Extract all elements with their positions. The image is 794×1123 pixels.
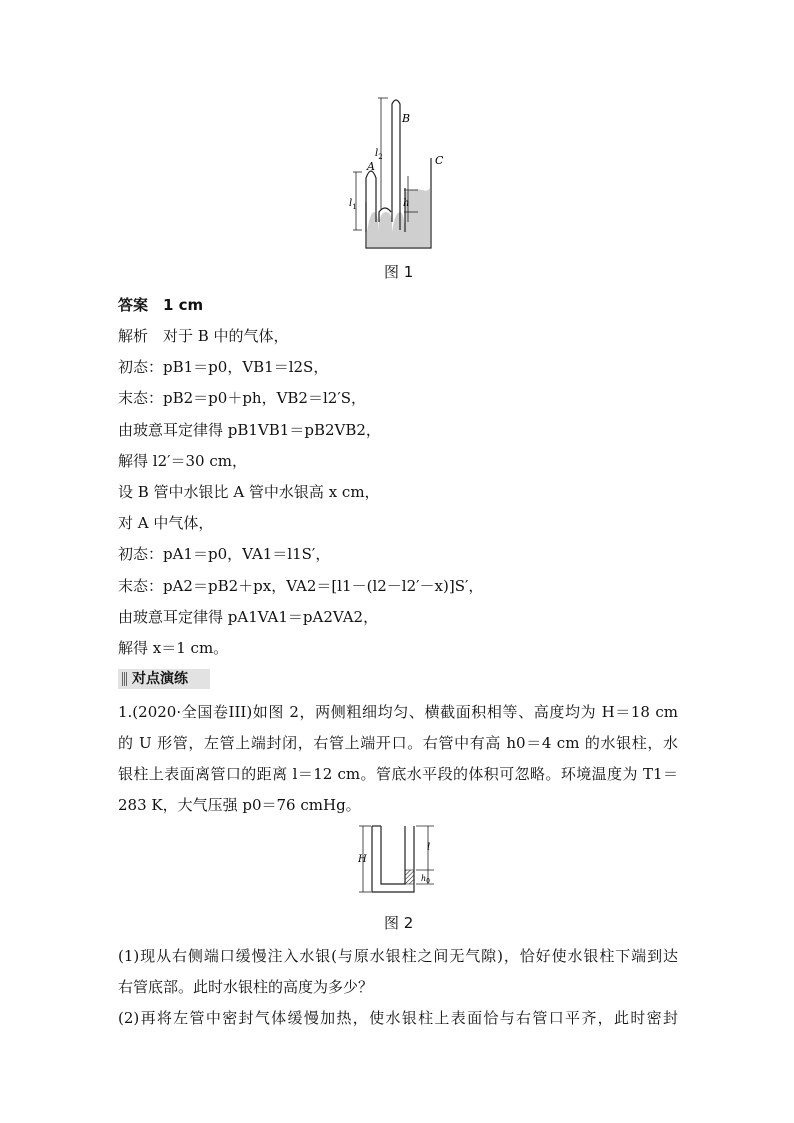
analysis-line: 末态：pB2＝p0＋ph，VB2＝l2′S， bbox=[118, 389, 366, 407]
mercury-column bbox=[405, 870, 414, 884]
label-l2: $l_2$ bbox=[375, 148, 383, 161]
problem-line: 1.(2020·全国卷III)如图 2，两侧粗细均匀、横截面积相等、高度均为 H＝18 cm bbox=[118, 703, 678, 721]
label-a: A bbox=[367, 160, 375, 173]
problem-line: 银柱上表面离管口的距离 l＝12 cm。管底水平段的体积可忽略。环境温度为 T1＝ bbox=[118, 765, 678, 783]
label-h: h bbox=[403, 198, 410, 209]
question-1-line: (1)现从右侧端口缓慢注入水银(与原水银柱之间无气隙)，恰好使水银柱下端到达 bbox=[118, 947, 678, 965]
problem-line: 的 U 形管，左管上端封闭，右管上端开口。右管中有高 h0＝4 cm 的水银柱，水 bbox=[118, 734, 678, 752]
problem-line: 283 K，大气压强 p0＝76 cmHg。 bbox=[118, 796, 361, 814]
answer-line: 答案 1 cm bbox=[118, 296, 204, 314]
label-h-upper: H bbox=[358, 854, 367, 865]
question-2-line: (2)再将左管中密封气体缓慢加热，使水银柱上表面恰与右管口平齐，此时密封 bbox=[118, 1009, 678, 1027]
analysis-line: 解得 x＝1 cm。 bbox=[118, 639, 229, 657]
section-marker bbox=[122, 672, 127, 686]
label-l: l bbox=[427, 842, 431, 853]
analysis-line: 由玻意耳定律得 pB1VB1＝pB2VB2， bbox=[118, 421, 381, 439]
label-h0: $h_0$ bbox=[421, 874, 430, 885]
label-b: B bbox=[402, 112, 411, 125]
analysis-line: 末态：pA2＝pB2＋px，VA2＝[l1－(l2－l2′－x)]S′， bbox=[118, 577, 484, 595]
figure-2-caption: 图 2 bbox=[384, 914, 414, 932]
analysis-line: 对 A 中气体， bbox=[118, 514, 214, 532]
tube-b bbox=[392, 100, 400, 230]
label-l1: $l_1$ bbox=[349, 198, 357, 211]
analysis-line: 设 B 管中水银比 A 管中水银高 x cm， bbox=[118, 483, 380, 501]
figure-2-diagram bbox=[352, 822, 442, 894]
analysis-line: 初态：pB1＝p0，VB1＝l2S， bbox=[118, 358, 329, 376]
figure-1-caption: 图 1 bbox=[384, 263, 414, 281]
analysis-line: 初态：pA1＝p0，VA1＝l1S′， bbox=[118, 545, 331, 563]
question-1-line: 右管底部。此时水银柱的高度为多少？ bbox=[118, 978, 374, 996]
label-c: C bbox=[435, 154, 444, 167]
dimension-l1 bbox=[353, 172, 362, 230]
analysis-line: 由玻意耳定律得 pA1VA1＝pA2VA2， bbox=[118, 608, 379, 626]
figure-1-diagram bbox=[338, 92, 450, 254]
analysis-line: 解得 l2′＝30 cm， bbox=[118, 452, 247, 470]
analysis-line: 解析 对于 B 中的气体， bbox=[118, 327, 289, 345]
section-title: 对点演练 bbox=[132, 671, 188, 687]
section-header bbox=[118, 669, 210, 689]
